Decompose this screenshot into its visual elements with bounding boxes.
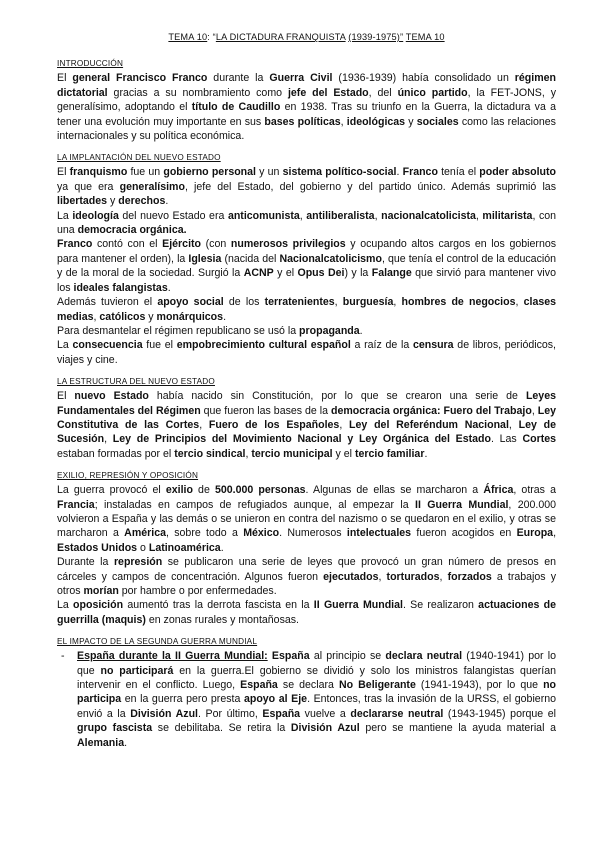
bold-text: Cortes xyxy=(522,433,557,446)
bold-text: Guerra Civil xyxy=(269,72,333,85)
bold-text: Franco xyxy=(402,166,438,179)
bold-text: propaganda xyxy=(299,324,360,337)
bold-text: División Azul xyxy=(130,707,198,720)
bold-text: hombres de negocios xyxy=(401,296,516,309)
text-run: como las relaciones internacionales y su política económica. xyxy=(57,115,556,143)
text-run: vuelve a xyxy=(300,707,351,720)
title-close-quote: ” xyxy=(400,32,404,42)
text-run: fue el xyxy=(142,339,177,352)
text-run: de libros, periódicos, viajes y cine. xyxy=(57,339,557,366)
title-years: (1939-1975) xyxy=(348,32,400,42)
text-run: , xyxy=(374,209,382,222)
text-run: . xyxy=(359,324,363,337)
bold-text: Iglesia xyxy=(188,252,222,265)
bold-text: Estados Unidos xyxy=(57,541,138,554)
bold-text: ideología xyxy=(72,209,119,222)
paragraph xyxy=(57,483,556,555)
text-run: , xyxy=(245,447,252,460)
text-run: , xyxy=(378,570,387,583)
text-run: ya que era xyxy=(57,180,120,193)
document-body xyxy=(57,58,556,750)
text-run: y el xyxy=(273,267,298,280)
bold-text: represión xyxy=(113,556,163,569)
bold-text: burguesía xyxy=(342,296,394,309)
bold-text: democracia orgánica: Fuero del Trabajo xyxy=(330,404,532,417)
text-run: estaban formadas por el xyxy=(57,447,175,460)
bold-text: exilio xyxy=(165,484,193,497)
bold-text: declararse neutral xyxy=(350,707,444,720)
bold-text: II Guerra Mundial xyxy=(415,498,509,511)
bold-text: Ley del Referéndum Nacional xyxy=(349,418,509,431)
text-run: , xyxy=(339,418,350,431)
bold-text: oposición xyxy=(73,599,124,612)
text-run: (1940-1941) por lo que xyxy=(77,650,556,677)
bold-text: gobierno personal xyxy=(163,166,256,179)
text-run: , xyxy=(104,433,113,446)
bold-text: ejecutados xyxy=(323,570,379,583)
text-run: , xyxy=(531,404,538,417)
bullet-lead: España durante la II Guerra Mundial: xyxy=(77,650,268,663)
bold-text: grupo fascista xyxy=(77,722,153,735)
text-run: . Las xyxy=(490,433,523,446)
bold-text: Francia xyxy=(57,498,95,511)
section-heading: EL IMPACTO DE LA SEGUNDA GUERRA MUNDIAL xyxy=(57,637,258,647)
bold-text: jefe del Estado xyxy=(287,86,369,99)
text-run: . xyxy=(124,736,128,749)
bold-text: forzados xyxy=(447,570,492,583)
bold-text: no participará xyxy=(100,664,174,677)
bold-text: ACNP xyxy=(243,267,274,280)
text-run: y un xyxy=(256,166,283,179)
bold-text: sistema político-social xyxy=(282,166,397,179)
text-run: del nuevo Estado era xyxy=(118,209,228,222)
text-run: . Se realizaron xyxy=(402,599,479,612)
paragraph xyxy=(57,237,556,295)
text-run: y xyxy=(405,115,417,128)
bold-text: tercio familiar xyxy=(354,447,425,460)
bold-text: intelectuales xyxy=(346,527,412,540)
bullet-list xyxy=(57,649,556,750)
text-run: ; instaladas en campos de refugiados aunque, al empezar la xyxy=(94,498,416,511)
section-heading: LA ESTRUCTURA DEL NUEVO ESTADO xyxy=(57,377,215,387)
text-run: a raíz de la xyxy=(350,339,413,352)
paragraph xyxy=(57,338,556,367)
section-heading: INTRODUCCIÓN xyxy=(57,59,124,69)
bold-text: monárquicos xyxy=(156,310,224,323)
text-run: Durante la xyxy=(57,556,114,569)
text-run: , xyxy=(199,418,209,431)
text-run: La guerra provocó el xyxy=(57,484,166,497)
bold-text: Ley Constitutiva de las Cortes xyxy=(57,404,557,431)
paragraph xyxy=(57,555,556,598)
text-run: , xyxy=(515,296,524,309)
bold-text: antiliberalista xyxy=(306,209,375,222)
text-run: , xyxy=(508,418,519,431)
bold-text: Ejército xyxy=(162,238,202,251)
paragraph xyxy=(57,295,556,324)
bold-text: España xyxy=(240,679,278,692)
paragraph xyxy=(57,165,556,208)
bold-text: poder absoluto xyxy=(479,166,557,179)
text-run: (nacida del xyxy=(221,252,280,265)
bold-text: nacionalcatolicista xyxy=(381,209,476,222)
text-run: y xyxy=(145,310,157,323)
text-run: que sirvió para mantener vivo los xyxy=(57,267,556,294)
text-run: , del xyxy=(368,86,398,99)
bold-text: morían xyxy=(83,585,119,597)
text-run: en la guerra pero presta xyxy=(121,693,244,706)
text-run: , xyxy=(553,527,557,540)
bold-text: Latinoamérica xyxy=(148,541,221,554)
text-run: , que tenía el control de la educación y de la moral de la sociedad. Surgió la xyxy=(57,252,557,280)
text-run: se declara xyxy=(277,679,339,692)
text-run: de xyxy=(192,484,215,497)
bold-text: Franco xyxy=(57,238,93,251)
bold-text: régimen dictatorial xyxy=(57,72,557,99)
bold-text: católicos xyxy=(99,310,146,323)
text-run: . Algunas de ellas se marcharon a xyxy=(305,484,484,497)
title-suffix: TEMA 10 xyxy=(405,32,445,42)
text-run: que fueron las bases de la xyxy=(200,404,331,417)
text-run: . xyxy=(165,195,169,208)
bold-text: actuaciones de guerrilla (maquis) xyxy=(57,599,557,626)
title-prefix: TEMA 10 xyxy=(168,32,208,42)
bold-text: nuevo Estado xyxy=(74,390,149,403)
text-run: (con xyxy=(201,238,231,251)
text-run: , xyxy=(93,310,100,323)
bold-text: Fuero de los Españoles xyxy=(208,418,340,431)
text-run: , xyxy=(439,570,448,583)
text-run: . xyxy=(167,281,171,294)
bold-text: Alemania xyxy=(77,736,125,749)
title-colon: : “ xyxy=(207,32,216,42)
bold-text: América xyxy=(124,527,166,540)
bold-text: Opus Dei xyxy=(297,267,345,280)
text-run: La xyxy=(57,339,73,352)
bold-text: torturados xyxy=(386,570,440,583)
text-run: Además tuvieron el xyxy=(57,296,158,309)
text-run: La xyxy=(57,209,73,222)
text-run: El xyxy=(57,166,70,179)
text-run: . xyxy=(396,166,403,179)
bold-text: África xyxy=(483,484,514,497)
text-run: tenía el xyxy=(437,166,480,179)
text-run: a trabajos y otros xyxy=(57,570,556,597)
text-run: de los xyxy=(223,296,265,309)
text-run: aumentó tras la derrota fascista en la xyxy=(123,599,314,612)
text-run: se debilitaba. Se retira la xyxy=(152,722,291,735)
text-run: pero se mantiene la ayuda material a xyxy=(359,722,556,735)
text-run: El xyxy=(57,390,75,403)
bold-text: terratenientes xyxy=(264,296,335,309)
text-run: . Entonces, tras la invasión de la URSS, el gobierno envió a la xyxy=(77,693,557,720)
text-run: en 1938. Tras su triunfo en la Guerra, la dictadura va a tener una evolución muy importante en sus xyxy=(57,101,557,128)
bold-text: España xyxy=(271,650,310,663)
section-heading: EXILIO, REPRESIÓN Y OPOSICIÓN xyxy=(57,471,199,481)
bold-text: Leyes Fundamentales del Régimen xyxy=(57,390,556,417)
bold-text: clases medias xyxy=(57,296,557,323)
text-run: en zonas rurales y montañosas. xyxy=(145,613,299,626)
bold-text: México xyxy=(243,527,280,540)
bold-text: franquismo xyxy=(69,166,128,179)
section-heading: LA IMPLANTACIÓN DEL NUEVO ESTADO xyxy=(57,153,221,163)
bold-text: general Francisco Franco xyxy=(72,72,208,85)
paragraph xyxy=(57,71,556,143)
bold-text: tercio sindical xyxy=(174,447,246,460)
text-run: o xyxy=(137,541,149,554)
text-run: La xyxy=(57,599,74,612)
text-run: se publicaron una serie de leyes que provocó un gran número de presos en cárceles y campos de concentración. Algunos fueron xyxy=(57,556,557,583)
text-run: El xyxy=(57,72,73,85)
text-run: , 200.000 volvieron a España y las demás o se unieron en contra del nazismo o se quedaron en el exilio, y otras se marcharon a xyxy=(57,498,557,540)
text-run: , xyxy=(334,296,343,309)
bold-text: generalísimo xyxy=(119,180,185,193)
bold-text: numerosos privilegios xyxy=(230,238,346,251)
bold-text: Ley de Sucesión xyxy=(57,418,557,446)
text-run: durante la xyxy=(207,72,270,85)
text-run: y el xyxy=(332,447,355,460)
title-name: LA DICTADURA FRANQUISTA xyxy=(215,32,346,42)
text-run: , otras a xyxy=(513,484,556,497)
bold-text: consecuencia xyxy=(72,339,143,352)
bold-text: 500.000 personas xyxy=(214,484,306,497)
text-run: , xyxy=(393,296,402,309)
bold-text: no participa xyxy=(77,679,557,706)
text-run: gracias a su nombramiento como xyxy=(107,86,288,99)
bold-text: tercio municipal xyxy=(251,447,333,460)
text-run: , jefe del Estado, del gobierno y del partido único. Además suprimió las xyxy=(184,180,556,193)
bold-text: democracia orgánica. xyxy=(77,224,187,237)
text-run: . xyxy=(424,447,428,460)
bold-text: No Beligerante xyxy=(338,679,416,692)
bold-text: derechos xyxy=(118,195,166,208)
text-run: en la guerra.El gobierno se dividió y solo los ministros falangistas querían intervenir en el conflicto. Luego, xyxy=(77,664,556,692)
bullet-item xyxy=(57,649,556,750)
bold-text: ideales falangistas xyxy=(73,281,168,294)
text-run: había nacido sin Constitución, por lo que se crearon una serie de xyxy=(148,390,526,403)
bold-text: bases políticas xyxy=(264,115,341,128)
text-run: , sobre todo a xyxy=(165,527,244,540)
text-run: fue un xyxy=(127,166,164,179)
bold-text: censura xyxy=(412,339,454,352)
text-run: fueron acogidos en xyxy=(411,527,517,540)
text-run: (1941-1943), por lo que xyxy=(415,679,544,692)
bold-text: anticomunista xyxy=(227,209,300,222)
bold-text: apoyo social xyxy=(157,296,224,309)
text-run: , xyxy=(299,209,307,222)
text-run: , la FET-JONS, y generalísimo, adoptando el xyxy=(57,86,556,114)
bold-text: División Azul xyxy=(290,722,360,735)
bold-text: Ley de Principios del Movimiento Nacional y Ley Orgánica del Estado xyxy=(112,433,491,446)
text-run: (1936-1939) había consolidado un xyxy=(332,72,515,85)
text-run: ) y la xyxy=(344,267,372,280)
bold-text: declara neutral xyxy=(385,650,463,663)
text-run: contó con el xyxy=(92,238,163,251)
bold-text: Europa xyxy=(516,527,554,540)
text-run: . Numerosos xyxy=(279,527,347,540)
paragraph xyxy=(57,324,556,338)
bold-text: único partido xyxy=(397,86,468,99)
text-run: , xyxy=(475,209,483,222)
text-run: Para desmantelar el régimen republicano se usó la xyxy=(57,324,300,337)
text-run: , xyxy=(340,115,347,128)
text-run: y ocupando altos cargos en los gobiernos para mantener el orden), la xyxy=(57,238,557,265)
paragraph xyxy=(57,389,556,461)
text-run: y xyxy=(107,195,119,208)
text-run: (1943-1945) porque el xyxy=(443,707,556,720)
bold-text: II Guerra Mundial xyxy=(313,599,403,612)
paragraph xyxy=(57,209,556,238)
text-run: . xyxy=(223,310,227,323)
bold-text: apoyo al Eje xyxy=(243,693,308,706)
text-run: por hambre o por enfermedades. xyxy=(118,585,277,597)
bold-text: Falange xyxy=(371,267,412,280)
text-run: , con una xyxy=(57,209,557,237)
bold-text: empobrecimiento cultural español xyxy=(176,339,351,352)
bold-text: España xyxy=(262,707,301,720)
bold-text: libertades xyxy=(57,195,108,208)
text-run: . xyxy=(220,541,224,554)
paragraph xyxy=(57,598,556,627)
text-run: al principio se xyxy=(309,650,386,663)
bold-text: sociales xyxy=(416,115,459,128)
bold-text: Nacionalcatolicismo xyxy=(279,252,382,265)
bold-text: título de Caudillo xyxy=(191,101,281,114)
text-run: . Por último, xyxy=(198,707,263,720)
bold-text: militarista xyxy=(482,209,533,222)
bold-text: ideológicas xyxy=(346,115,406,128)
document-title xyxy=(57,30,556,44)
